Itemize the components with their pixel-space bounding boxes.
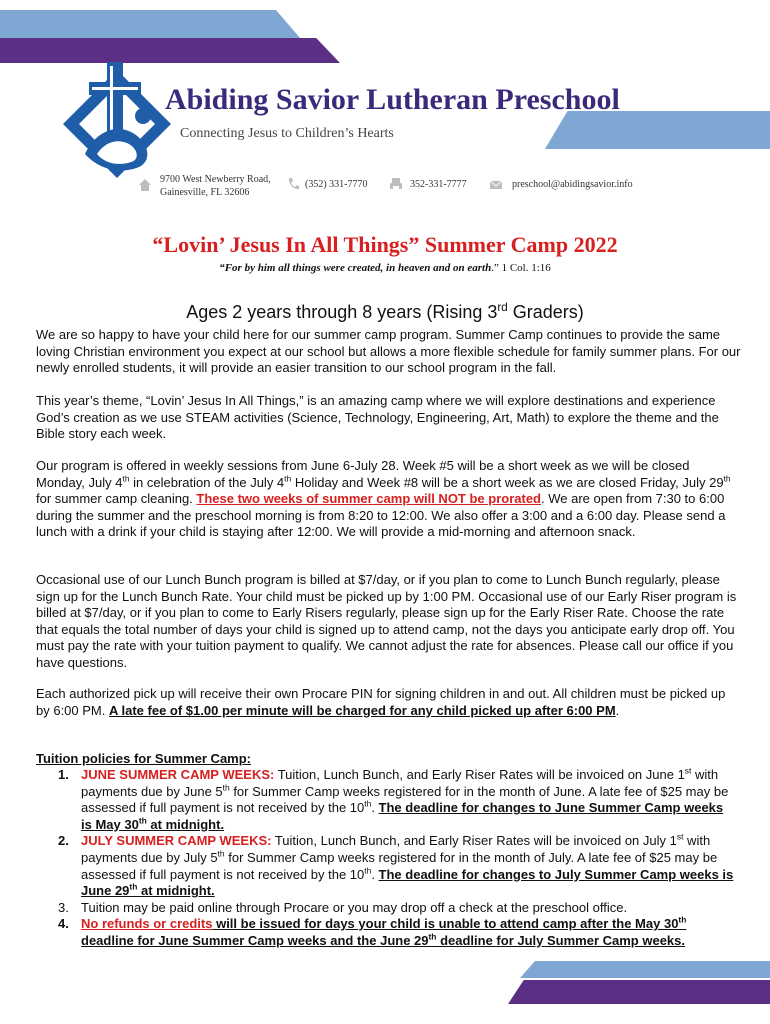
email-address[interactable]: preschool@abidingsavior.info (512, 179, 633, 190)
tagline: Connecting Jesus to Children’s Hearts (180, 126, 394, 141)
ages-text: Ages 2 years through 8 years (Rising 3 (186, 302, 498, 322)
address-line2: Gainesville, FL 32606 (160, 187, 250, 198)
intro-paragraph: We are so happy to have your child here for our summer camp program. Summer Camp continues to provide the same loving Christian environment you expect at our school but allows a more flexible schedule for family summer plans. For our newly enrolled students, it will provide an easier transition to our school program in the fall. (36, 327, 741, 376)
footer-accent-bar-blue (520, 961, 770, 978)
schedule-paragraph: Our program is offered in weekly sessions from June 6-July 28. Week #5 will be a short week as we will be closed Monday, July 4th in celebration of the July 4th Holiday and Week #8 will be a short week as we are closed Friday, July 29th for summer camp cleaning. These two weeks of summer camp will NOT be prorated. We are open from 7:30 to 6:00 during the summer and the preschool morning is from 8:20 to 12:00. We also offer a 3:00 and a 6:00 day. Please send a lunch with a drink if your child is staying after 12:00. We will provide a mid-morning and afternoon snack. (36, 458, 731, 540)
house-icon (138, 178, 152, 192)
address-block (160, 173, 271, 199)
ages-text-end: Graders) (507, 302, 584, 322)
july-deadline: The deadline for changes to July Summer Camp weeks is June 29th at midnight. (81, 866, 734, 899)
header-accent-bar-blue (0, 10, 300, 38)
policy-item-payment: 3. Tuition may be paid online through Procare or you may drop off a check at the preschool office. (58, 899, 628, 915)
policy-item-refunds: 4. No refunds or credits will be issued for days your child is unable to attend camp after the May 30th deadline for June Summer Camp weeks and the June 29th deadline for July Summer Camp weeks. (58, 915, 687, 948)
policy-item-june: 1. JUNE SUMMER CAMP WEEKS: Tuition, Lunch Bunch, and Early Riser Rates will be invoiced on June 1st with payments due by June 5th for Summer Camp weeks registered for in the month of June. A late fee of $25 may be assessed if full payment is not received by the 10th. The deadline for changes to June Summer Camp weeks is May 30th at midnight. (58, 765, 729, 832)
fax-number: 352-331-7777 (410, 179, 467, 190)
school-name: Abiding Savior Lutheran Preschool (165, 83, 620, 116)
theme-paragraph: This year’s theme, “Lovin’ Jesus In All Things,” is an amazing camp where we will explore destinations and experience God’s creation as we use STEAM activities (Science, Technology, Engineering, Art, Math) to explore the theme and the Bible story each week. (36, 393, 719, 442)
lunch-bunch-paragraph: Occasional use of our Lunch Bunch program is billed at $7/day, or if you plan to come to Lunch Bunch regularly, please sign up for the Lunch Bunch Rate. Your child must be picked up by 1:00 PM. Occasional use of our Early Riser program is billed at $7/day, or if you plan to come to Early Risers regularly, please sign up for the Early Riser Rate. Choose the rate that equals the total number of days your child is signed up to attend camp, not the days you anticipate early drop off. You must pay the rate with your tuition payment to qualify. We cannot adjust the rate for absences. Please call our office if you have questions. (36, 572, 737, 670)
header-accent-bar-purple (0, 38, 340, 63)
tuition-policies-heading: Tuition policies for Summer Camp: (36, 751, 252, 766)
late-fee-notice: A late fee of $1.00 per minute will be charged for any child picked up after 6:00 PM (108, 702, 616, 718)
no-refunds-notice: No refunds or credits (81, 916, 213, 932)
not-prorated-notice: These two weeks of summer camp will NOT be prorated (196, 491, 541, 507)
phone-number[interactable]: (352) 331-7770 (305, 179, 368, 190)
phone-icon (286, 177, 300, 191)
email-icon (489, 178, 503, 192)
june-deadline: The deadline for changes to June Summer Camp weeks is May 30th at midnight. (81, 800, 724, 832)
pickup-paragraph: Each authorized pick up will receive their own Procare PIN for signing children in and out. All children must be picked up by 6:00 PM. A late fee of $1.00 per minute will be charged for any child picked up after 6:00 PM. (36, 686, 726, 718)
verse-reference: .” 1 Col. 1:16 (491, 262, 551, 274)
cross-logo-icon (55, 62, 180, 182)
fax-icon (389, 177, 403, 191)
policy-item-july: 2. JULY SUMMER CAMP WEEKS: Tuition, Lunch Bunch, and Early Riser Rates will be invoiced on July 1st with payments due by July 5th for Summer Camp weeks registered for in the month of July. A late fee of $25 may be assessed if full payment is not received by the 10th. The deadline for changes to July Summer Camp weeks is June 29th at midnight. (58, 832, 734, 899)
footer-accent-bar-purple (508, 980, 770, 1004)
camp-title: “Lovin’ Jesus In All Things” Summer Camp 2022 (152, 232, 618, 257)
tuition-policies-list (36, 767, 736, 950)
ages-heading (0, 302, 770, 323)
ages-sup: rd (497, 301, 508, 314)
verse-quote: “For by him all things were created, in heaven and on earth (219, 262, 492, 274)
address-line1: 9700 West Newberry Road, (160, 174, 271, 185)
bible-verse (0, 262, 770, 274)
